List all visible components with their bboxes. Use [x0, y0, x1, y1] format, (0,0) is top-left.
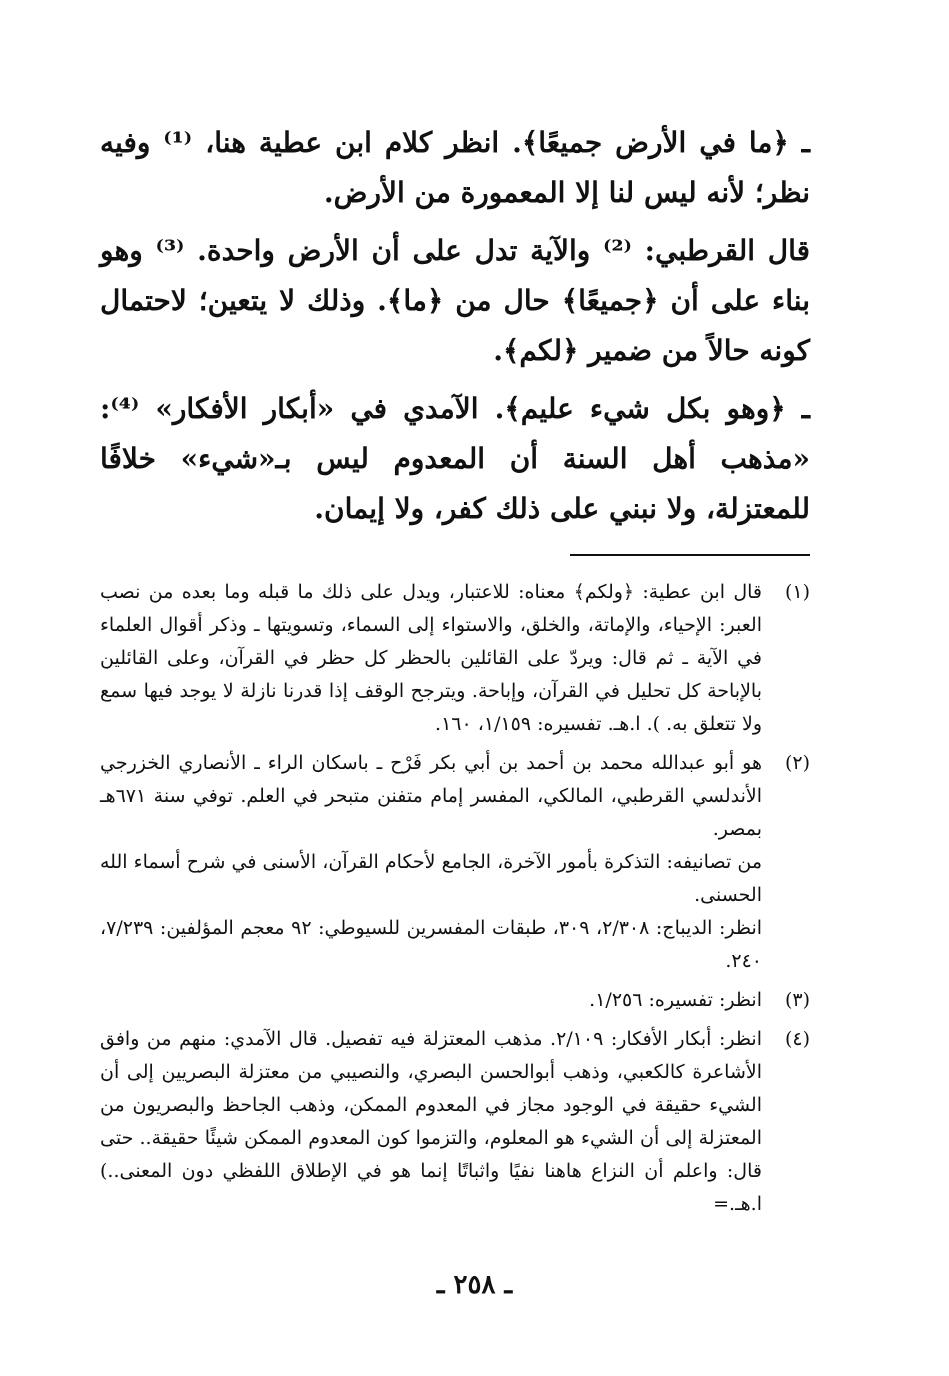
main-text [100, 118, 810, 534]
footnote-text: من تصانيفه: التذكرة بأمور الآخرة، الجامع لأحكام القرآن، الأسنى في شرح أسماء الله الحسنى. [100, 851, 762, 906]
footnote-text: انظر: الديباج: ٢/٣٠٨، ٣٠٩، طبقات المفسرين للسيوطي: ٩٢ معجم المؤلفين: ٧/٢٣٩، ٢٤٠. [100, 917, 763, 972]
footnote-body [100, 576, 762, 741]
footnote-text: هو أبو عبدالله محمد بن أحمد بن أبي بكر فَرْح ـ باسكان الراء ـ الأنصاري الخزرجي الأندلسي القرطبي، المالكي، المفسر إمام متفنن متبحر في العلم. توفي سنة ٦٧١هـ بمصر. [100, 752, 762, 840]
page-content [100, 118, 810, 1227]
main-paragraph-2: قال القرطبي: ⁽²⁾ والآية تدل على أن الأرض واحدة. ⁽³⁾ وهو بناء على أن ﴿جميعًا﴾ حال من ﴿ما﴾. وذلك لا يتعين؛ لاحتمال كونه حالاً من ضمير ﴿لكم﴾. [100, 234, 810, 367]
footnote-3 [100, 984, 810, 1017]
footnote-4 [100, 1023, 810, 1221]
main-paragraph-3: ـ ﴿وهو بكل شيء عليم﴾. الآمدي في «أبكار الأفكار» ⁽⁴⁾: «مذهب أهل السنة أن المعدوم ليس بـ«شيء» خلافًا للمعتزلة، ولا نبني على ذلك كفر، ولا إيمان. [100, 392, 810, 525]
main-paragraph-1: ـ ﴿ما في الأرض جميعًا﴾. انظر كلام ابن عطية هنا، ⁽¹⁾ وفيه نظر؛ لأنه ليس لنا إلا المعمورة من الأرض. [100, 126, 810, 209]
footnote-text: انظر: أبكار الأفكار: ٢/١٠٩. مذهب المعتزلة فيه تفصيل. قال الآمدي: منهم من وافق الأشاعرة كالكعبي، وذهب أبوالحسن البصري، والنصيبي من معتزلة البصريين إلى أن الشيء حقيقة في الوجود مجاز في المعدوم الممكن، وذهب الجاحظ والبصريون من المعتزلة إلى أن الشيء هو المعلوم، والتزموا كون المعدوم الممكن شيئًا حقيقة.. حتى قال: واعلم أن النزاع هاهنا نفيًا واثباتًا إنما هو في الإطلاق اللفظي دون المعنى..) ا.هـ.= [100, 1028, 762, 1215]
footnote-text: انظر: تفسيره: ١/٢٥٦. [589, 989, 762, 1011]
footnote-1 [100, 576, 810, 741]
footnote-number: (١) [784, 581, 810, 603]
footnote-number: (٤) [784, 1028, 810, 1050]
footnote-2 [100, 747, 810, 978]
footnote-number: (٣) [784, 989, 810, 1011]
footnotes [100, 576, 810, 1221]
footnote-number: (٢) [784, 752, 810, 774]
page-number: ـ ٢٥٨ ـ [436, 1270, 513, 1300]
footnote-text: قال ابن عطية: ﴿ولكم﴾ معناه: للاعتبار، ويدل على ذلك ما قبله وما بعده من نصب العبر: الإحياء، والإماتة، والخلق، والاستواء إلى السماء، وتسويتها ـ وذكر أقوال العلماء في الآية ـ ثم قال: ويردّ على القائلين بالحظر كل حظر في القرآن، وعلى القائلين بالإباحة كل تحليل في القرآن، وإباحة. ويترجح الوقف إذا قدرنا نازلة لا يوجد فيها سمع ولا تتعلق به. ). ا.هـ. تفسيره: ١/١٥٩، ١٦٠. [100, 581, 762, 735]
footnote-body [100, 1023, 762, 1221]
footnote-body [100, 747, 762, 978]
footnote-body [100, 984, 762, 1017]
footnote-divider [570, 554, 810, 556]
